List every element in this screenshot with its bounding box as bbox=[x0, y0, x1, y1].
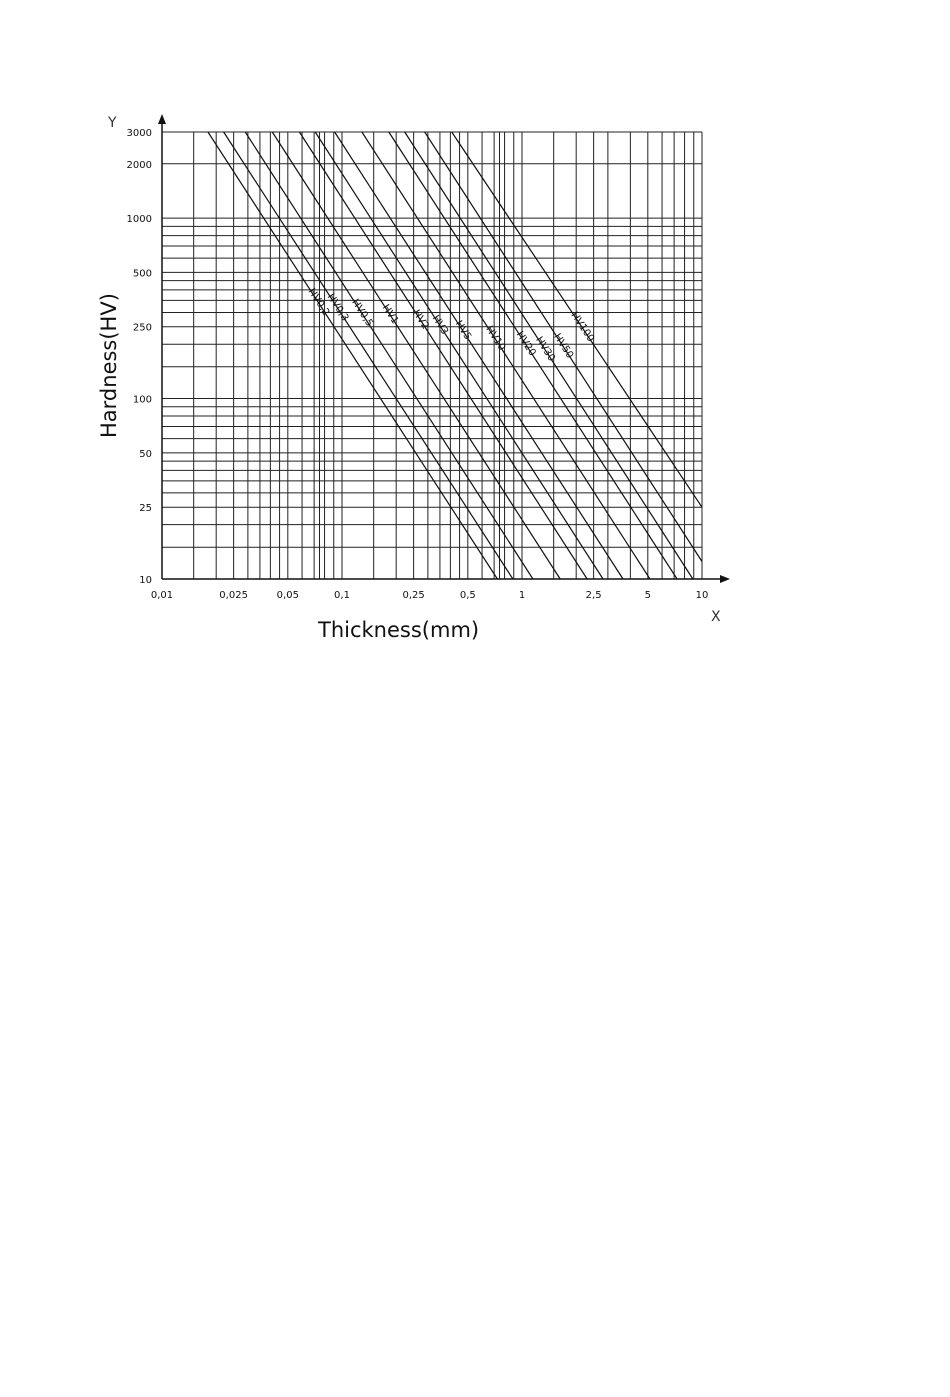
x-tick-label: 1 bbox=[518, 590, 526, 601]
series-line-hv1 bbox=[272, 132, 560, 579]
series-label-hv50: HV50 bbox=[551, 331, 576, 361]
x-tick-label: 5 bbox=[644, 590, 652, 601]
y-tick-label: 1000 bbox=[126, 214, 152, 226]
series-label-hv0-2: HV0,2 bbox=[305, 286, 332, 318]
x-axis-arrow-icon bbox=[720, 575, 730, 583]
y-tick-label: 25 bbox=[139, 503, 152, 515]
y-tick-label: 3000 bbox=[126, 128, 152, 139]
y-axis-title: Hardness(HV) bbox=[97, 293, 121, 438]
series-label-hv0-5: HV0,5 bbox=[349, 297, 375, 329]
series-line-hv0-5 bbox=[245, 132, 533, 579]
x-axis-title: Thickness(mm) bbox=[318, 618, 480, 642]
series-label-hv3: HV3 bbox=[429, 313, 451, 337]
y-tick-label: 10 bbox=[139, 575, 152, 586]
x-tick-label: 0,5 bbox=[459, 590, 476, 601]
x-axis-letter: X bbox=[711, 609, 721, 625]
y-tick-label: 500 bbox=[132, 268, 152, 280]
series-label-hv10: HV10 bbox=[483, 324, 508, 353]
x-tick-label: 0,05 bbox=[276, 590, 299, 601]
y-axis-arrow-icon bbox=[158, 114, 166, 124]
series-label-hv30: HV30 bbox=[533, 334, 557, 364]
series-line-hv10 bbox=[362, 132, 650, 579]
series-lines bbox=[208, 132, 702, 579]
y-axis-letter: Y bbox=[108, 115, 117, 131]
x-tick-label: 2,5 bbox=[585, 590, 602, 601]
series-line-hv0-3 bbox=[224, 132, 513, 579]
series-label-hv0-3: HV0,3 bbox=[324, 291, 351, 324]
series-label-hv20: HV20 bbox=[513, 329, 538, 359]
series-line-hv5 bbox=[335, 132, 623, 579]
series-line-hv0-2 bbox=[208, 132, 497, 579]
x-tick-label: 10 bbox=[695, 590, 709, 601]
series-label-hv5: HV5 bbox=[452, 318, 474, 343]
series-label-hv2: HV2 bbox=[410, 308, 431, 332]
y-tick-label: 2000 bbox=[126, 159, 152, 171]
y-tick-label: 50 bbox=[139, 448, 152, 460]
x-tick-label: 0,01 bbox=[150, 590, 174, 601]
series-label-hv1: HV1 bbox=[379, 302, 401, 327]
y-tick-label: 100 bbox=[132, 394, 152, 406]
x-tick-label: 0,1 bbox=[334, 590, 350, 601]
y-tick-label: 250 bbox=[132, 322, 152, 334]
x-tick-label: 0,025 bbox=[219, 590, 248, 601]
series-label-hv100: HV100 bbox=[568, 310, 597, 345]
y-tick-labels bbox=[127, 128, 152, 586]
x-tick-label: 0,25 bbox=[402, 590, 425, 601]
x-tick-labels bbox=[151, 590, 709, 601]
series-line-hv20 bbox=[389, 132, 677, 579]
